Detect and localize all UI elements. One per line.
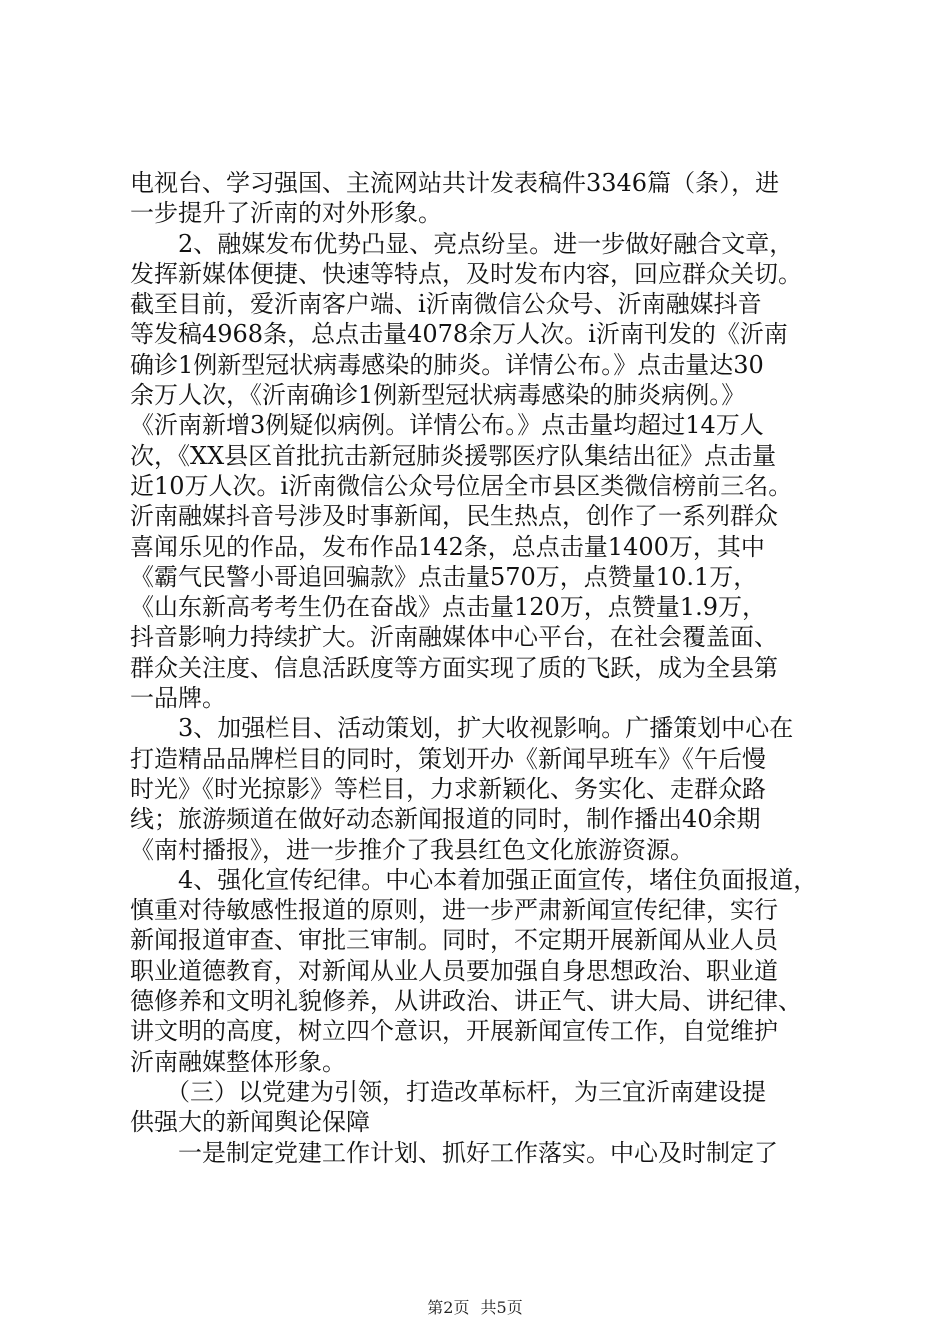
text-line: 等发稿4968条，总点击量4078余万人次。i沂南刊发的《沂南 <box>130 320 788 349</box>
text-line: 4、强化宣传纪律。中心本着加强正面宣传，堵住负面报道， <box>130 865 818 894</box>
text-line: 喜闻乐见的作品，发布作品142条，总点击量1400万，其中 <box>130 532 765 561</box>
text-line: 线；旅游频道在做好动态新闻报道的同时，制作播出40余期 <box>130 805 761 834</box>
text-line: 近10万人次。i沂南微信公众号位居全市县区类微信榜前三名。 <box>130 471 793 500</box>
text-line: 3、加强栏目、活动策划，扩大收视影响。广播策划中心在 <box>130 714 794 743</box>
text-line: 发挥新媒体便捷、快速等特点，及时发布内容，回应群众关切。 <box>130 259 802 288</box>
text-line: 《南村播报》，进一步推介了我县红色文化旅游资源。 <box>130 835 694 864</box>
text-line: 群众关注度、信息活跃度等方面实现了质的飞跃，成为全县第 <box>130 653 778 682</box>
text-line: 慎重对待敏感性报道的原则，进一步严肃新闻宣传纪律，实行 <box>130 896 778 925</box>
page-number: 第2页 <box>427 1298 470 1317</box>
text-line: 职业道德教育，对新闻从业人员要加强自身思想政治、职业道 <box>130 956 778 985</box>
text-line: 沂南融媒抖音号涉及时事新闻，民生热点，创作了一系列群众 <box>130 502 778 531</box>
text-line: 一是制定党建工作计划、抓好工作落实。中心及时制定了 <box>130 1138 778 1167</box>
text-line: （三）以党建为引领，打造改革标杆，为三宜沂南建设提 <box>130 1077 766 1106</box>
text-line: 讲文明的高度，树立四个意识，开展新闻宣传工作，自觉维护 <box>130 1017 778 1046</box>
text-line: 德修养和文明礼貌修养，从讲政治、讲正气、讲大局、讲纪律、 <box>130 987 802 1016</box>
text-line: 一品牌。 <box>130 684 226 713</box>
text-line: 抖音影响力持续扩大。沂南融媒体中心平台，在社会覆盖面、 <box>130 623 778 652</box>
text-line: 《山东新高考考生仍在奋战》点击量120万，点赞量1.9万， <box>130 593 766 622</box>
text-line: 《沂南新增3例疑似病例。详情公布。》点击量均超过14万人 <box>130 411 764 440</box>
text-line: 截至目前，爱沂南客户端、i沂南微信公众号、沂南融媒抖音 <box>130 290 762 319</box>
page-total: 共5页 <box>480 1298 523 1317</box>
text-line: 一步提升了沂南的对外形象。 <box>130 199 442 228</box>
text-line: 时光》《时光掠影》等栏目，力求新颖化、务实化、走群众路 <box>130 774 766 803</box>
text-line: 《霸气民警小哥追回骗款》点击量570万，点赞量10.1万， <box>130 562 758 591</box>
text-line: 次，《XX县区首批抗击新冠肺炎援鄂医疗队集结出征》点击量 <box>130 441 777 470</box>
text-line: 沂南融媒整体形象。 <box>130 1047 346 1076</box>
text-line: 2、融媒发布优势凸显、亮点纷呈。进一步做好融合文章， <box>130 229 794 258</box>
text-line: 余万人次，《沂南确诊1例新型冠状病毒感染的肺炎病例。》 <box>130 381 746 410</box>
page-footer <box>0 1298 950 1318</box>
text-line: 确诊1例新型冠状病毒感染的肺炎。详情公布。》点击量达30 <box>130 350 764 379</box>
text-line: 打造精品品牌栏目的同时，策划开办《新闻早班车》《午后慢 <box>130 744 766 773</box>
document-body <box>130 168 830 1168</box>
text-line: 供强大的新闻舆论保障 <box>130 1108 370 1137</box>
text-line: 电视台、学习强国、主流网站共计发表稿件3346篇（条），进 <box>130 169 780 197</box>
text-line: 新闻报道审查、审批三审制。同时，不定期开展新闻从业人员 <box>130 926 778 955</box>
